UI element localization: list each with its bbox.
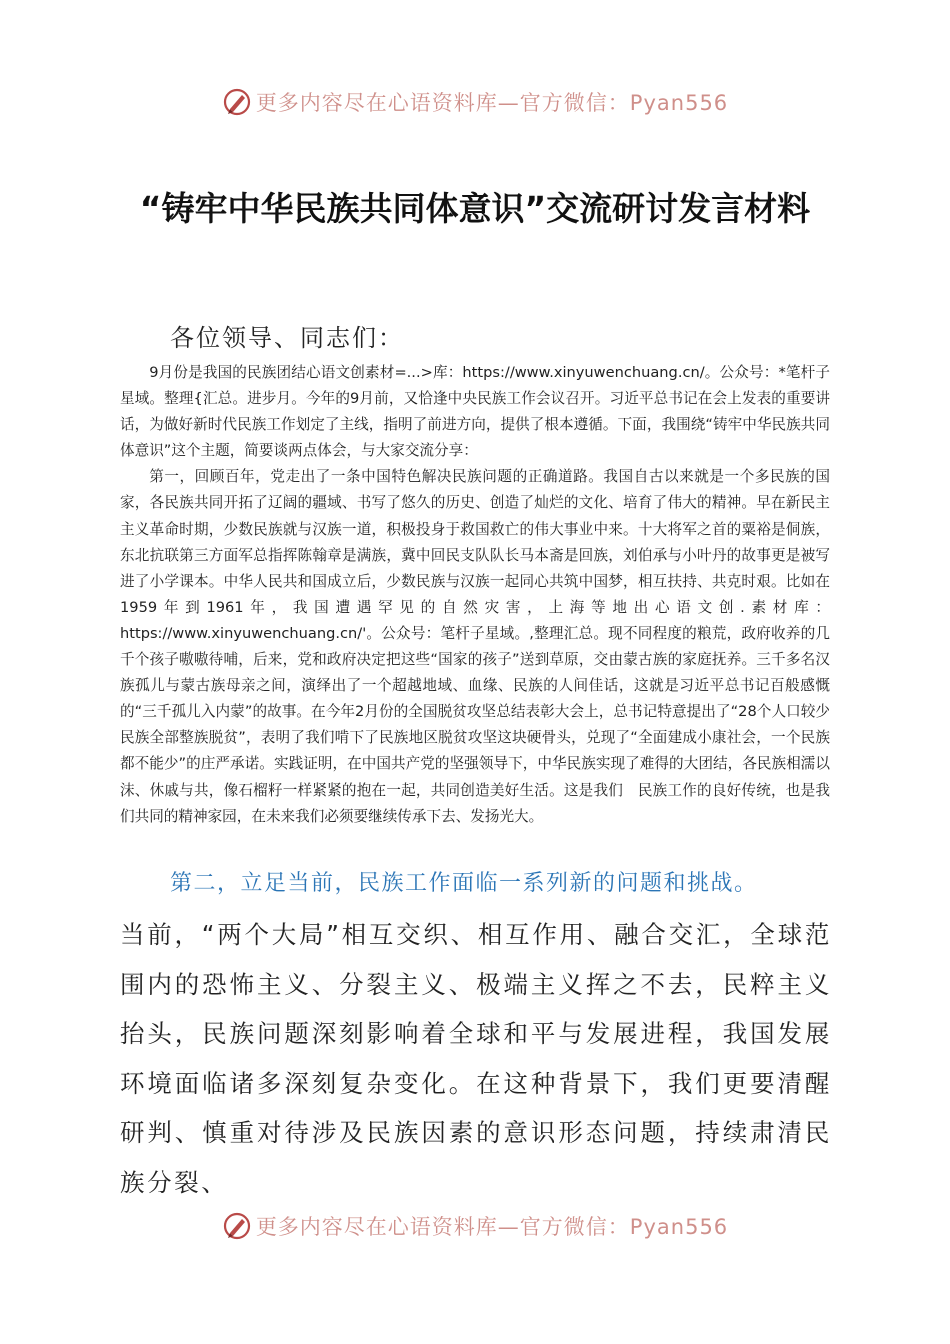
footer-banner [0, 1206, 950, 1246]
section-heading: 第二，立足当前，民族工作面临一系列新的问题和挑战。 [170, 871, 758, 896]
header-banner [0, 82, 950, 122]
footer-banner-text: 更多内容尽在心语资料库—官方微信：Pyan556 [255, 1215, 729, 1239]
pen-logo-icon [222, 87, 252, 117]
document-title: “铸牢中华民族共同体意识”交流研讨发言材料 [139, 189, 811, 228]
paragraph: 第一，回顾百年，党走出了一条中国特色解决民族问题的正确道路。我国自古以来就是一个多民族的国家，各民族共同开拓了辽阔的疆域、书写了悠久的历史、创造了灿烂的文化、培育了伟大的精神。早在新民主主义革命时期，少数民族就与汉族一道，积极投身于救国救亡的伟大事业中来。十大将军之首的粟裕是侗族，东北抗联第三方面军总指挥陈翰章是满族，冀中回民支队队长马本斋是回族，刘伯承与小叶丹的故事更是被写进了小学课本。中华人民共和国成立后，少数民族与汉族一起同心共筑中国梦，相互扶持、共克时艰。比如在1959年到1961年，我国遭遇罕见的自然灾害，上海等地出心语文创.素材库：https://www.xinyuwenchuang.cn/'。公众号：笔杆子星域。,整理汇总。现不同程度的粮荒，政府收养的几千个孩子嗷嗷待哺，后来，党和政府决定把这些“国家的孩子”送到草原，交由蒙古族的家庭抚养。三千多名汉族孤儿与蒙古族母亲之间，演绎出了一个超越地域、血缘、民族的人间佳话，这就是习近平总书记百般感慨的“三千孤儿入内蒙”的故事。在今年2月份的全国脱贫攻坚总结表彰大会上，总书记特意提出了“28个人口较少民族全部整族脱贫”，表明了我们啃下了民族地区脱贫攻坚这块硬骨头，兑现了“全面建成小康社会，一个民族都不能少”的庄严承诺。实践证明，在中国共产党的坚强领导下，中华民族实现了难得的大团结，各民族相濡以沫、休戚与共，像石榴籽一样紧紧的抱在一起，共同创造美好生活。这是我们 民族工作的良好传统，也是我们共同的精神家园，在未来我们必须要继续传承下去、发扬光大。 [120, 468, 830, 825]
large-paragraph: 当前，“两个大局”相互交织、相互作用、融合交汇，全球范围内的恐怖主义、分裂主义、极端主义挥之不去，民粹主义抬头，民族问题深刻影响着全球和平与发展进程，我国发展环境面临诸多深刻复杂变化。在这种背景下，我们更要清醒研判、慎重对待涉及民族因素的意识形态问题，持续肃清民族分裂、 [120, 920, 832, 1197]
body-text [120, 360, 830, 830]
paragraph: 9月份是我国的民族团结心语文创素材=...>库：https://www.xinyuwenchuang.cn/。公众号：*笔杆子星域。整理{汇总。进步月。今年的9月前，又恰逢中央民族工作会议召开。习近平总书记在会上发表的重要讲话，为做好新时代民族工作划定了主线，指明了前进方向，提供了根本遵循。下面，我围绕“铸牢中华民族共同体意识”这个主题，简要谈两点体会，与大家交流分享： [120, 364, 830, 460]
header-banner-text: 更多内容尽在心语资料库—官方微信：Pyan556 [255, 91, 729, 115]
pen-logo-icon [222, 1211, 252, 1241]
greeting: 各位领导、同志们： [170, 324, 404, 352]
